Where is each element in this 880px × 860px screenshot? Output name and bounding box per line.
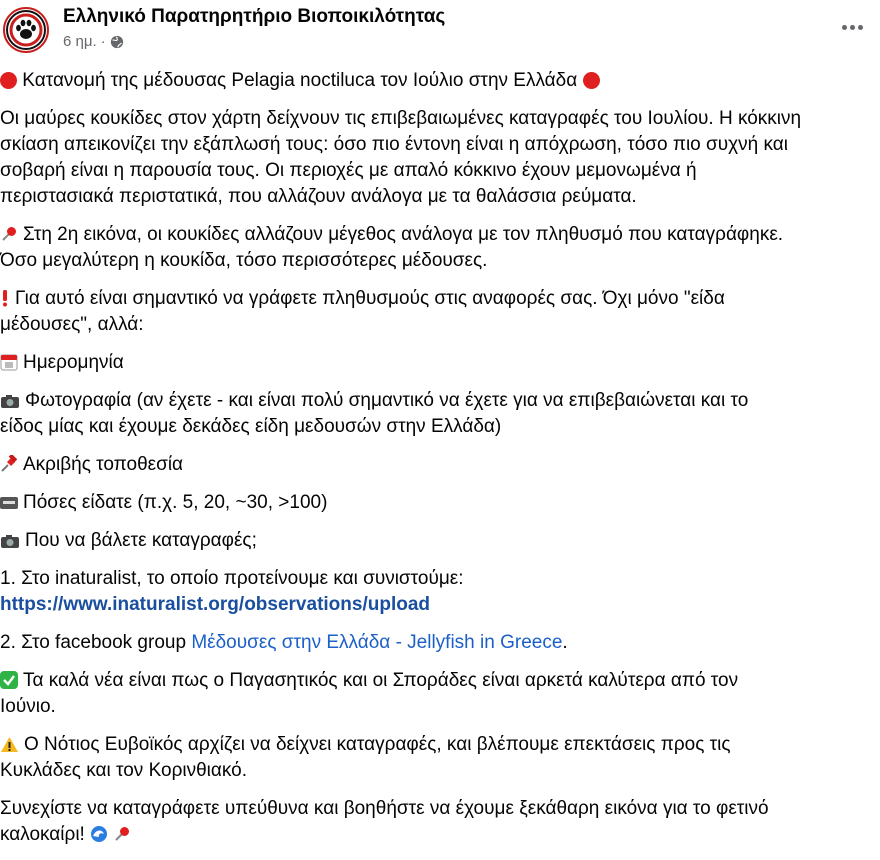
post-title: Κατανομή της μέδουσας Pelagia noctiluca τον Ιούλιο στην Ελλάδα bbox=[0, 68, 880, 94]
more-options-icon bbox=[842, 25, 847, 30]
good-news-paragraph: Τα καλά νέα είναι πως ο Παγασητικός και οι Σποράδες είναι αρκετά καλύτερα από τον Ιούνιο. bbox=[0, 670, 739, 717]
post-header bbox=[0, 0, 880, 62]
facebook-group-paragraph: 2. Στο facebook group Μέδουσες στην Ελλάδα - Jellyfish in Greece. bbox=[0, 632, 568, 653]
red-circle-icon bbox=[0, 72, 17, 89]
second-image-paragraph: Στη 2η εικόνα, οι κουκίδες αλλάζουν μέγεθος ανάλογα με τον πληθυσμό που καταγράφηκε. Όσο μεγαλύτερη η κουκίδα, τόσο περισσότερες μέδουσες. bbox=[0, 224, 784, 271]
calendar-icon bbox=[0, 353, 18, 371]
pushpin-icon bbox=[0, 455, 18, 473]
post-meta bbox=[63, 33, 124, 50]
warning-paragraph: Ο Νότιος Ευβοϊκός αρχίζει να δείχνει καταγραφές, και βλέπουμε επεκτάσεις προς τις Κυκλάδες και τον Κορινθιακό. bbox=[0, 734, 731, 781]
check-mark-icon bbox=[0, 671, 18, 689]
post-timestamp[interactable]: 6 ημ. bbox=[63, 33, 97, 50]
meta-separator: · bbox=[100, 33, 106, 50]
list-item: Φωτογραφία (αν έχετε - και είναι πολύ σημαντικό να έχετε για να επιβεβαιώνεται και το είδος μίας και έχουμε δεκάδες είδη μεδουσών στην Ελλάδα) bbox=[0, 390, 749, 437]
inaturalist-paragraph: 1. Στο inaturalist, το οποίο προτείνουμε και συνιστούμε: https://www.inaturalist.org/observations/upload bbox=[0, 568, 464, 615]
page-avatar[interactable] bbox=[3, 7, 49, 53]
closing-paragraph: Συνεχίστε να καταγράφετε υπεύθυνα και βοηθήστε να έχουμε ξεκάθαρη εικόνα για το φετινό καλοκαίρι! bbox=[0, 798, 769, 845]
post-body bbox=[0, 68, 880, 860]
round-pushpin-icon bbox=[0, 225, 18, 243]
globe-icon[interactable] bbox=[110, 35, 124, 49]
intro-paragraph: Οι μαύρες κουκίδες στον χάρτη δείχνουν τις επιβεβαιωμένες καταγραφές του Ιουλίου. Η κόκκινη σκίαση απεικονίζει την εξάπλωσή τους: όσο πιο έντονη είναι η απόχρωση, τόσο πιο συχνή και σοβαρή είναι η παρουσία τους. Οι περιοχές με απαλό κόκκινο έχουν μεμονωμένα ή περιστασιακά περιστατικά, που αλλάζουν ανάλογα με τα θαλάσσια ρεύματα. bbox=[0, 108, 802, 207]
important-paragraph: Για αυτό είναι σημαντικό να γράφετε πληθυσμούς στις αναφορές σας. Όχι μόνο "είδα μέδουσες", αλλά: bbox=[0, 288, 725, 335]
red-circle-icon bbox=[583, 72, 600, 89]
more-options-button[interactable] bbox=[838, 15, 866, 39]
warning-icon bbox=[0, 736, 19, 753]
where-question: Που να βάλετε καταγραφές; bbox=[0, 528, 880, 554]
list-item: Ακριβής τοποθεσία bbox=[0, 452, 880, 478]
camera-icon bbox=[0, 393, 20, 409]
round-pushpin-icon bbox=[113, 825, 131, 843]
paw-print-icon bbox=[5, 9, 47, 51]
inaturalist-link[interactable]: https://www.inaturalist.org/observations/upload bbox=[0, 594, 430, 615]
camera-icon bbox=[0, 533, 20, 549]
input-numbers-icon bbox=[0, 495, 18, 511]
list-item: Πόσες είδατε (π.χ. 5, 20, ~30, >100) bbox=[0, 490, 880, 516]
list-item: Ημερομηνία bbox=[0, 350, 880, 376]
facebook-group-link[interactable]: Μέδουσες στην Ελλάδα - Jellyfish in Greece bbox=[191, 632, 563, 653]
water-wave-icon bbox=[90, 825, 108, 843]
page-name-link[interactable]: Ελληνικό Παρατηρητήριο Βιοποικιλότητας bbox=[63, 6, 446, 27]
exclamation-icon bbox=[0, 289, 10, 307]
